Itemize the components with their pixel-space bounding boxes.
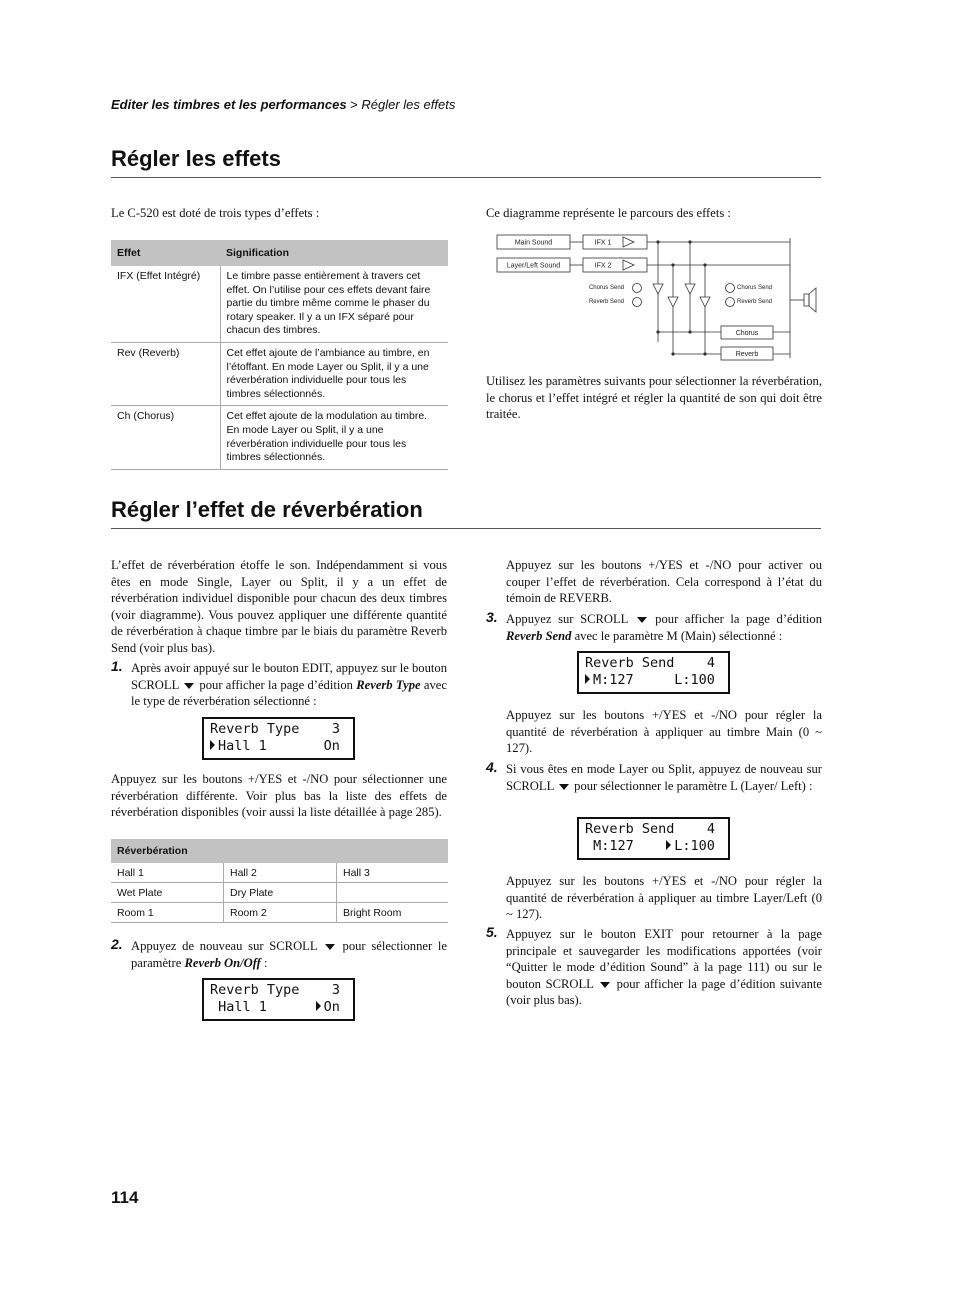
- effects-table: [111, 240, 448, 470]
- cursor-icon: [210, 740, 215, 750]
- diagram-description: Utilisez les paramètres suivants pour sélectionner la réverbération, le chorus et l’effet intégré et régler la quantité de son qui doit être traitée.: [486, 374, 822, 422]
- step-number: 1.: [111, 658, 123, 674]
- table-cell: Rev (Reverb): [111, 342, 220, 405]
- reverb-table-header: Réverbération: [111, 839, 448, 863]
- table-cell: Ch (Chorus): [111, 406, 220, 469]
- ifx1-box: [583, 235, 647, 249]
- lcd-line-2a: M:127: [585, 838, 667, 854]
- scroll-down-icon: [600, 982, 610, 988]
- reverb-send-label-left: Reverb Send: [588, 299, 624, 305]
- step-4-text: [506, 761, 822, 794]
- scroll-down-icon: [325, 944, 335, 950]
- step-5-text-b: pour afficher la page d’édition suivante (voir plus bas).: [506, 976, 822, 1008]
- section-title-effects: Régler les effets: [111, 146, 281, 171]
- breadcrumb-separator: >: [350, 97, 358, 112]
- table-cell: Room 2: [224, 903, 337, 923]
- step-number: 5.: [486, 924, 498, 940]
- lcd-reverb-onoff: [202, 978, 355, 1021]
- table-row: [111, 883, 448, 903]
- step-5-text-a: Appuyez sur le bouton EXIT pour retourner à la page principale et sauvegarder les modifications apportées (voir “Quitter le mode d’édition Sound” à la page 111) ou sur le bouton SCROLL: [506, 927, 822, 991]
- step-3-text-a: Appuyez sur SCROLL: [506, 612, 628, 626]
- table-cell: Cet effet ajoute de l’ambiance au timbre, en l’étoffant. En mode Layer ou Split, il y a une réverbération individuelle pour tous les timbres sélectionnés.: [220, 342, 448, 405]
- breadcrumb: [111, 97, 455, 112]
- cursor-icon: [666, 840, 671, 850]
- step-5-text: [506, 926, 822, 1009]
- step-1-emphasis: Reverb Type: [356, 677, 421, 692]
- scroll-down-icon: [559, 784, 569, 790]
- reverb-onoff-description: Appuyez sur les boutons +/YES et -/NO pour activer ou couper l’effet de réverbération. Cela correspond à l’état du témoin de REVERB.: [506, 558, 822, 606]
- table-cell: Hall 2: [224, 863, 337, 883]
- ifx2-label: IFX 2: [594, 262, 612, 270]
- lcd-line-2: M:127 L:100: [593, 672, 715, 688]
- table-row: [111, 903, 448, 923]
- diagram-intro: Ce diagramme représente le parcours des effets :: [486, 206, 731, 220]
- step-1-text-a: Après avoir appuyé sur le bouton EDIT, appuyez sur le bouton SCROLL: [131, 661, 447, 692]
- lcd-line-2b: On: [323, 999, 340, 1015]
- chorus-send-label-right: Chorus Send: [737, 285, 773, 291]
- lcd-line-2: Hall 1 On: [218, 738, 340, 754]
- step-4-text-b: pour sélectionner le paramètre L (Layer/ Left) :: [574, 778, 813, 793]
- reverb-send-main-description: Appuyez sur les boutons +/YES et -/NO pour régler la quantité de réverbération à appliquer au timbre Main (0 ~ 127).: [506, 708, 822, 756]
- table-cell: Room 1: [111, 903, 224, 923]
- effects-diagram: [494, 230, 824, 365]
- table-cell: Dry Plate: [224, 883, 337, 903]
- step-4-text-a: Si vous êtes en mode Layer ou Split, appuyez de nouveau sur SCROLL: [506, 762, 822, 793]
- lcd-line-2a: Hall 1: [210, 999, 316, 1015]
- lcd-line-1: Reverb Type 3: [210, 721, 341, 737]
- reverb-intro: L’effet de réverbération étoffe le son. Indépendamment si vous êtes en mode Single, Layer ou Split, il y a un effet de réverbération individuel disponible pour chacun des deux timbres (voir diagramme). Vous pouvez appliquer une différente quantité de réverbération à chaque timbre par le biais du paramètre Reverb Send (voir plus bas).: [111, 558, 447, 655]
- section-title-reverb: Régler l’effet de réverbération: [111, 497, 423, 522]
- step-1-text-b: pour afficher la page d’édition: [199, 677, 353, 692]
- table-row: [111, 342, 448, 405]
- lcd-reverb-send-layer: [577, 817, 730, 860]
- reverb-type-description: Appuyez sur les boutons +/YES et -/NO pour sélectionner une réverbération différente. Voir plus bas la liste des effets de réverbération disponibles (voir aussi la liste détaillée à page 285).: [111, 772, 447, 820]
- step-3-text-b: pour afficher la page d’édition: [655, 612, 822, 626]
- table-row: [111, 266, 448, 342]
- table-row: [111, 863, 448, 883]
- table-cell: [337, 883, 449, 903]
- scroll-down-icon: [184, 683, 194, 689]
- breadcrumb-parent: Editer les timbres et les performances: [111, 97, 347, 112]
- table-header-effect: Effet: [111, 240, 220, 266]
- lcd-line-1: Reverb Send 4: [585, 655, 716, 671]
- step-3-text-c: avec le paramètre M (Main) sélectionné :: [574, 628, 783, 643]
- table-cell: Le timbre passe entièrement à travers cet effet. On l’utilise pour ces effets devant faire partie du timbre même comme le phaser du rotary speaker. Il y a un IFX séparé pour chacun des timbres.: [220, 266, 448, 342]
- lcd-line-1: Reverb Send 4: [585, 821, 716, 837]
- step-1-text-c: avec le type de réverbération sélectionné :: [131, 677, 447, 709]
- lcd-line-2b: L:100: [674, 838, 715, 854]
- step-number: 4.: [486, 759, 498, 775]
- step-3-text: [506, 611, 822, 644]
- page-number: 114: [111, 1188, 139, 1207]
- step-1-text: [131, 660, 447, 710]
- effects-intro: Le C-520 est doté de trois types d’effets :: [111, 206, 320, 220]
- lcd-line-1: Reverb Type 3: [210, 982, 341, 998]
- lcd-reverb-type: [202, 717, 355, 760]
- reverb-send-label-right: Reverb Send: [737, 299, 773, 305]
- main-sound-label: Main Sound: [514, 239, 553, 247]
- table-cell: Cet effet ajoute de la modulation au timbre. En mode Layer ou Split, il y a une réverbération individuelle pour tous les timbres sélectionnés.: [220, 406, 448, 469]
- table-header-meaning: Signification: [220, 240, 448, 266]
- reverb-send-layer-description: Appuyez sur les boutons +/YES et -/NO pour régler la quantité de réverbération à appliquer au timbre Layer/Left (0 ~ 127).: [506, 874, 822, 922]
- table-cell: IFX (Effet Intégré): [111, 266, 220, 342]
- chorus-send-label-left: Chorus Send: [588, 285, 624, 291]
- scroll-down-icon: [637, 617, 647, 623]
- step-3-emphasis: Reverb Send: [506, 628, 572, 643]
- chorus-label: Chorus: [735, 330, 759, 337]
- ifx1-label: IFX 1: [594, 239, 612, 247]
- table-cell: Bright Room: [337, 903, 449, 923]
- breadcrumb-current: Régler les effets: [361, 97, 456, 112]
- lcd-reverb-send-main: [577, 651, 730, 694]
- table-cell: Hall 3: [337, 863, 449, 883]
- step-2-emphasis: Reverb On/Off: [184, 955, 261, 970]
- ifx2-box: [583, 258, 647, 272]
- reverb-list-table: [111, 839, 448, 923]
- layer-sound-label: Layer/Left Sound: [506, 262, 561, 270]
- reverb-label: Reverb: [735, 351, 759, 358]
- table-row: [111, 406, 448, 469]
- section-rule: [111, 177, 821, 178]
- cursor-icon: [316, 1001, 321, 1011]
- step-2-text: [131, 938, 447, 971]
- step-2-text-a: Appuyez de nouveau sur SCROLL: [131, 939, 318, 953]
- step-number: 3.: [486, 609, 498, 625]
- step-2-text-b: pour sélectionner le paramètre: [131, 939, 447, 970]
- section-rule: [111, 528, 821, 529]
- step-number: 2.: [111, 936, 123, 952]
- table-cell: Hall 1: [111, 863, 224, 883]
- cursor-icon: [585, 674, 590, 684]
- table-cell: Wet Plate: [111, 883, 224, 903]
- step-2-text-c: :: [264, 955, 268, 970]
